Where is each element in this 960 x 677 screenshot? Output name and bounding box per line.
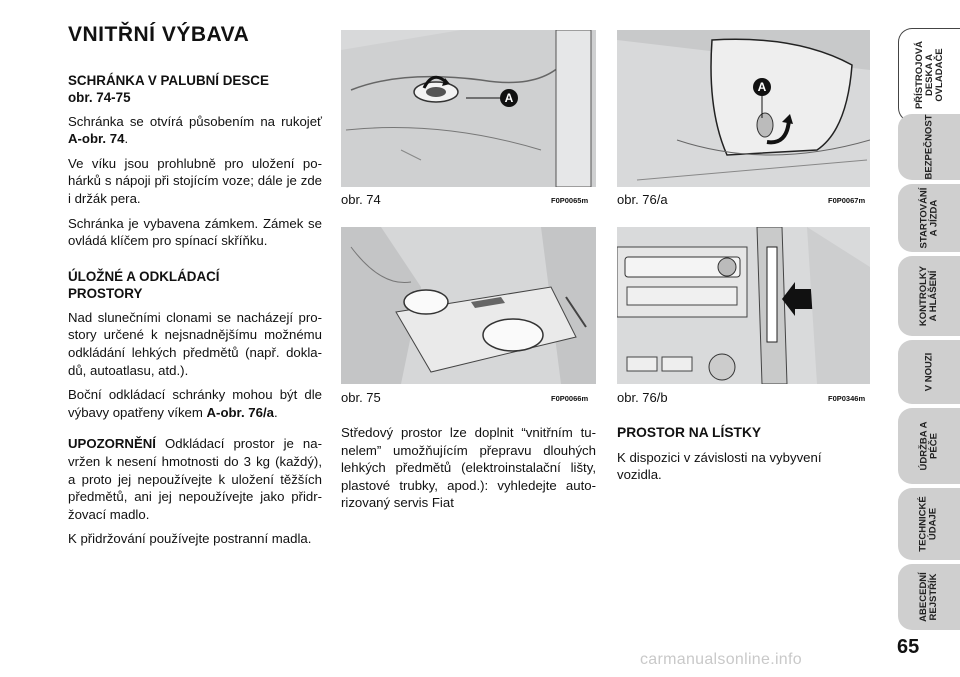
warning-paragraph: UPOZORNĚNÍ Odkládací prostor je na-vržen k nesení hmotnosti do 3 kg (každý), a proto jej nepoužívejte k uložení těžších předmětů, ani jej nepoužívejte jako přidr-žovací madlo. xyxy=(68,436,322,522)
chapter-tabs xyxy=(890,0,960,640)
glovebox-illustration xyxy=(341,30,596,187)
figure-caption: obr. 75 xyxy=(341,390,381,405)
figure-caption: obr. 76/a xyxy=(617,192,668,207)
tab-technical-data[interactable]: TECHNICKÉ ÚDAJE xyxy=(898,488,960,560)
tab-dashboard-controls[interactable]: PŘÍSTROJOVÁ DESKA A OVLADAČE xyxy=(898,28,960,122)
paragraph: K přidržování používejte postranní madla. xyxy=(68,531,312,547)
page-title: VNITŘNÍ VÝBAVA xyxy=(68,23,250,46)
marker-a-label: A xyxy=(757,80,767,94)
section-heading-text: SCHRÁNKA V PALUBNÍ DESCE xyxy=(68,72,269,88)
figure-caption: obr. 74 xyxy=(341,192,381,207)
tab-emergency[interactable]: V NOUZI xyxy=(898,340,960,404)
watermark: carmanualsonline.info xyxy=(640,651,802,668)
figure-76a-side-compartment xyxy=(617,30,870,187)
figure-ref: A-obr. 74 xyxy=(68,131,125,147)
paragraph: Středový prostor lze doplnit “vnitřním tu-nelem” umožňujícím přepravu dlouhých lehkých předmětů (elektroinstalační lišty, plastové trubky, apod.): vyhledejte auto-rizovaný servis Fiat xyxy=(341,425,596,511)
figure-caption: obr. 76/b xyxy=(617,390,668,405)
section-heading-storage: ÚLOŽNÉ A ODKLÁDACÍ PROSTORY xyxy=(68,268,220,301)
marker-a-label: A xyxy=(504,91,514,105)
left-column xyxy=(68,23,322,555)
figure-75-central-storage xyxy=(341,227,596,384)
figure-code: F0P0065m xyxy=(551,196,589,205)
figure-code: F0P0066m xyxy=(551,394,589,403)
section-figure-ref: obr. 74-75 xyxy=(68,89,131,105)
section-heading-glovebox xyxy=(68,72,322,106)
tab-starting-driving[interactable]: STARTOVÁNÍ A JÍZDA xyxy=(898,184,960,252)
paragraph: Nad slunečními clonami se nacházejí pro-story určené k nejsnadnějšímu možnému odkládání lehkých předmětů (např. dokla-dů, autoatlasu, atd.). xyxy=(68,309,322,378)
right-column xyxy=(617,424,869,491)
paragraph: K dispozici v závislosti na vybyvení vozidla. xyxy=(617,449,822,483)
paragraph: Schránka je vybavena zámkem. Zámek se ovládá klíčem pro spínací skříňku. xyxy=(68,215,322,249)
ticket-holder-illustration xyxy=(617,227,870,384)
figure-76b-ticket-holder xyxy=(617,227,870,384)
page-number: 65 xyxy=(897,636,920,658)
warning-label: UPOZORNĚNÍ xyxy=(68,436,156,452)
figure-code: F0P0067m xyxy=(828,196,866,205)
side-compartment-illustration xyxy=(617,30,870,187)
central-storage-illustration xyxy=(341,227,596,384)
figure-74-glovebox-handle xyxy=(341,30,596,187)
tab-warning-lights[interactable]: KONTROLKY A HLÁŠENÍ xyxy=(898,256,960,336)
figure-ref: A-obr. 76/a xyxy=(206,404,274,420)
middle-column xyxy=(341,424,596,519)
paragraph: Ve víku jsou prohlubně pro uložení po-hárků s nápoji při stojícím voze; dále je zde i držák pera. xyxy=(68,155,322,206)
figure-code: F0P0346m xyxy=(828,394,866,403)
paragraph: Schránka se otvírá působením na rukojeť A-obr. 74. xyxy=(68,113,322,147)
tab-index[interactable]: ABECEDNÍ REJSTŘÍK xyxy=(898,564,960,630)
section-heading-ticket: PROSTOR NA LÍSTKY xyxy=(617,425,762,440)
tab-safety[interactable]: BEZPEČNOST xyxy=(898,114,960,180)
paragraph: Boční odkládací schránky mohou být dle výbavy opatřeny víkem A-obr. 76/a. xyxy=(68,387,322,420)
tab-maintenance[interactable]: ÚDRŽBA A PÉČE xyxy=(898,408,960,484)
